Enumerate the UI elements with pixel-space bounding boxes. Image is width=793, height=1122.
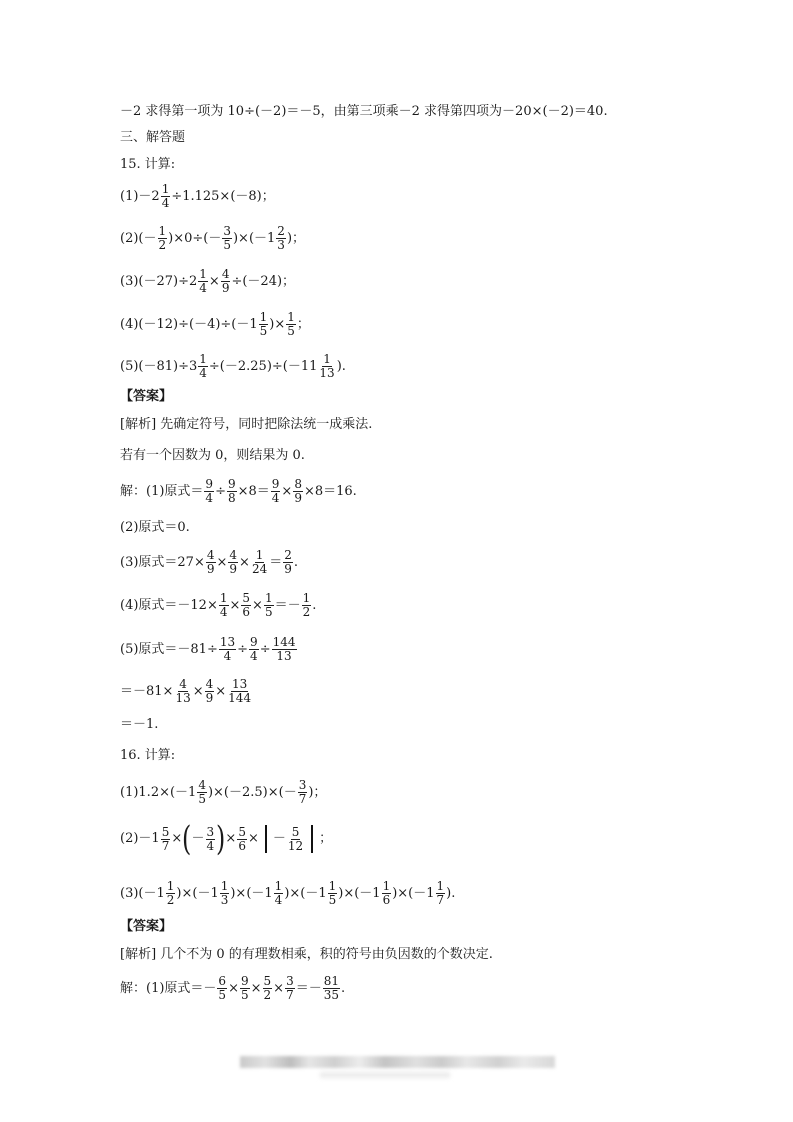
blurred-watermark (240, 1056, 555, 1068)
fraction: 5 12 (287, 824, 304, 853)
fraction: $\frac{13}{144}$ (228, 677, 252, 705)
fraction: 1 5 (259, 310, 268, 338)
q15-problem-1: (1)－2 $\frac{1}{4}$ ÷1.125×(－8)； (120, 182, 275, 210)
q15-solution-5a: (5)原式＝－81÷ $\frac{13}{4}$ ÷ $\frac{9}{4}$ ÷ $\frac{144}{13}$ (120, 635, 296, 663)
q16-title: 16. 计算: (120, 748, 176, 763)
analysis-16: [解析] 几个不为 0 的有理数相乘，积的符号由负因数的个数决定. (120, 947, 493, 962)
fraction: $\frac{1}{5}$ (264, 591, 273, 619)
fraction: 3 4 (206, 824, 215, 853)
fraction: $\frac{1}{4}$ (199, 352, 207, 380)
q15-problem-4: (4)(－12)÷(－4)÷(－1 1 5 )× $\frac{1}{5}$ ； (120, 310, 310, 338)
q15-solution-1: 解：(1)原式＝ $\frac{9}{4}$ ÷ $\frac{9}{8}$ ×8＝ $\frac{9}{4}$ × $\frac{8}{9}$ ×8＝16. (120, 477, 357, 505)
fraction: $\frac{13}{4}$ (219, 635, 236, 663)
q15-solution-3: (3)原式＝27× $\frac{4}{9}$ × $\frac{4}{9}$ × $\frac{1}{24}$ ＝ 2 9 . (120, 548, 299, 576)
answer-label-16: 【答案】 (120, 919, 173, 934)
fraction: $\frac{5}{7}$ (161, 824, 170, 853)
fraction: 1 3 (220, 879, 229, 907)
answer-label: 【答案】 (120, 389, 173, 404)
fraction: $\frac{5}{6}$ (242, 591, 251, 619)
fraction: 4 5 (198, 778, 206, 806)
q15-solution-5b: ＝－81× $\frac{4}{13}$ × $\frac{4}{9}$ × $\frac{13}{144}$ (120, 677, 252, 705)
fraction: 2 9 (284, 548, 292, 576)
fraction: $\frac{1}{24}$ (251, 548, 268, 576)
q15-solution-4: (4)原式＝－12× $\frac{1}{4}$ × $\frac{5}{6}$ × $\frac{1}{5}$ ＝－ 1 2 . (120, 591, 317, 619)
fraction: 1 4 (274, 879, 283, 907)
fraction: $\frac{4}{9}$ (206, 548, 215, 576)
fraction: 1 13 (319, 352, 335, 380)
fraction: 2 3 (277, 224, 285, 252)
blurred-watermark-sub (320, 1072, 450, 1078)
fraction: $\frac{1}{5}$ (287, 310, 295, 338)
fraction: 1 2 (158, 224, 167, 252)
fraction: $\frac{8}{9}$ (294, 477, 302, 505)
q16-solution-1: 解：(1)原式＝－ $\frac{6}{5}$ × $\frac{9}{5}$ × $\frac{5}{2}$ × $\frac{3}{7}$ ＝－ 81 35 . (120, 974, 346, 1002)
q15-problem-2: (2)(－ 1 2 )×0÷(－ 3 5 )×(－1 2 3 )； (120, 224, 306, 252)
fraction: 3 5 (223, 224, 231, 252)
fraction: $\frac{9}{8}$ (227, 477, 236, 505)
fraction: $\frac{4}{13}$ (175, 677, 191, 705)
fraction: $\frac{1}{4}$ (161, 182, 170, 210)
q15-title: 15. 计算: (120, 157, 176, 172)
q16-problem-3: (3)(－1 1 2 )×(－1 1 3 )×(－1 1 4 )×(－1 1 5 )×(－1 1 6 )×(－1 1 7 ). (120, 879, 456, 907)
fraction: $\frac{4}{9}$ (229, 548, 238, 576)
section-title: 三、解答题 (120, 130, 186, 145)
fraction: $\frac{144}{13}$ (272, 635, 296, 663)
fraction: 1 7 (436, 879, 445, 907)
note: 若有一个因数为 0，则结果为 0. (120, 448, 305, 463)
q15-problem-3: (3)(－27)÷2 $\frac{1}{4}$ × $\frac{4}{9}$ ÷(－24)； (120, 267, 296, 295)
fraction: $\frac{5}{6}$ (238, 824, 246, 853)
fraction: $\frac{5}{2}$ (263, 974, 272, 1002)
fraction: 1 6 (382, 879, 391, 907)
fraction: $\frac{9}{4}$ (271, 477, 280, 505)
abs-bar-right (311, 825, 313, 853)
fraction: $\frac{6}{5}$ (218, 974, 227, 1002)
left-bracket: ( (182, 819, 192, 859)
fraction: 1 2 (166, 879, 175, 907)
fraction: $\frac{4}{9}$ (205, 677, 214, 705)
q15-solution-2: (2)原式＝0. (120, 520, 190, 535)
fraction: $\frac{9}{5}$ (240, 974, 249, 1002)
q15-problem-5: (5)(－81)÷3 $\frac{1}{4}$ ÷(－2.25)÷(－11 1 13 ). (120, 352, 346, 380)
fraction: $\frac{1}{4}$ (199, 267, 207, 295)
fraction: $\frac{4}{9}$ (221, 267, 230, 295)
abs-bar-left (265, 825, 267, 853)
right-bracket: ) (216, 819, 226, 859)
fraction: $\frac{9}{4}$ (205, 477, 214, 505)
q16-problem-2: (2)－1 $\frac{5}{7}$ × ( － 3 4 ) × $\frac{5}{6}$ × － 5 12 ； (120, 819, 333, 859)
fraction: $\frac{3}{7}$ (286, 974, 294, 1002)
q15-solution-5c: ＝－1. (120, 717, 159, 732)
fraction: $\frac{1}{4}$ (219, 591, 228, 619)
fraction: 1 5 (328, 879, 337, 907)
intro-line: －2 求得第一项为 10÷(－2)＝－5，由第三项乘－2 求得第四项为－20×(－2)＝40. (120, 104, 608, 119)
fraction: $\frac{9}{4}$ (250, 635, 258, 663)
analysis: [解析] 先确定符号，同时把除法统一成乘法. (120, 417, 373, 432)
fraction: 1 2 (302, 591, 311, 619)
fraction: 3 7 (298, 778, 307, 806)
fraction: 81 35 (323, 974, 339, 1002)
q16-problem-1: (1)1.2×(－1 4 5 )×(－2.5)×(－ 3 7 )； (120, 778, 327, 806)
